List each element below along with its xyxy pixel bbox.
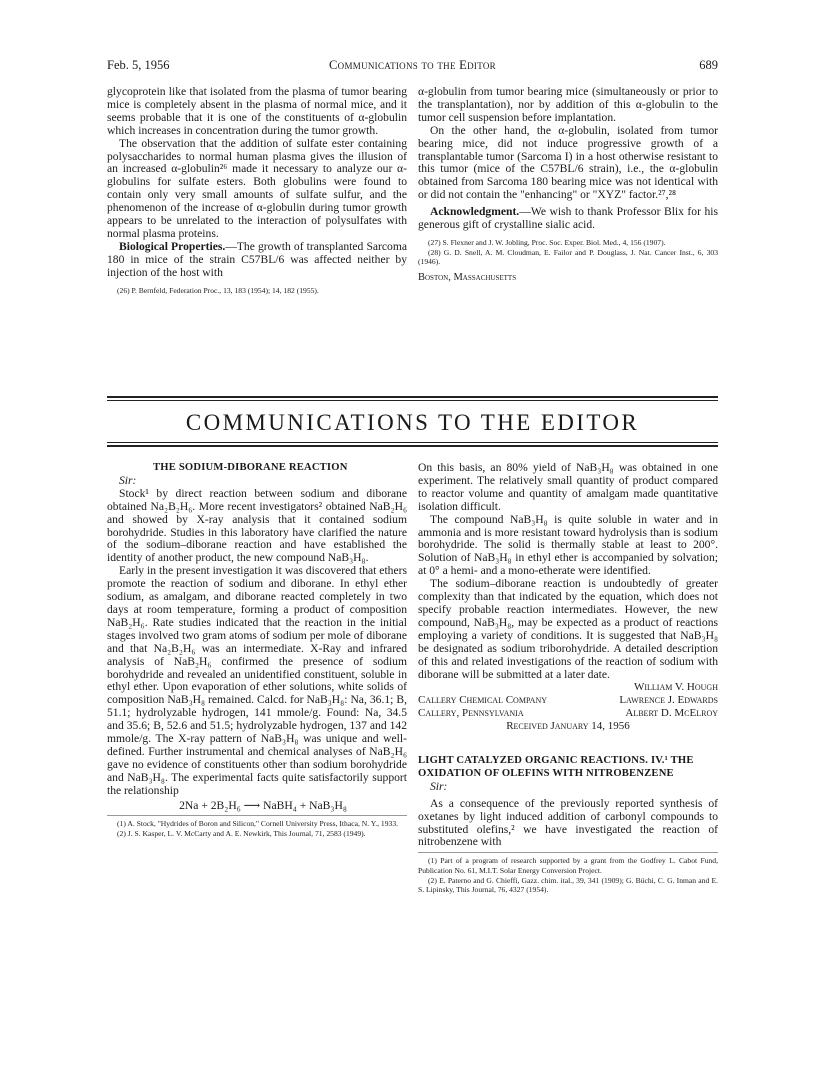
salutation: Sir:: [430, 779, 448, 793]
paragraph: On this basis, an 80% yield of NaB₃H₈ was obtained in one experiment. The relatively small quantity of product compared to reactor volume and quantity of amalgam made quantitative isolation difficult.: [418, 461, 718, 513]
paragraph: Stock¹ by direct reaction between sodium and diborane obtained Na₂B₂H₆. More recent investigators² obtained NaB₂H₆ and showed by X-ray analysis that it contained sodium borohydride. Studies in this laboratory have clarified the nature of the sodium–diborane reaction and have established the identity of another product, the new compound NaB₃H₈.: [107, 486, 407, 565]
paragraph-text: —We wish to thank Professor Blix for his generous gift of crystalline sialic acid.: [418, 205, 718, 232]
paragraph-text: —The growth of transplanted Sarcoma 180 in mice of the strain C57BL/6 was affected neither by injection of the host with: [107, 239, 407, 279]
article-title: LIGHT CATALYZED ORGANIC REACTIONS. IV.¹ THE OXIDATION OF OLEFINS WITH NITROBENZENE: [418, 755, 694, 779]
received-date: Received January 14, 1956: [506, 720, 630, 733]
paragraph-acknowledgment: [418, 206, 718, 232]
author-affiliation: Callery, Pennsylvania: [418, 707, 524, 720]
paragraph: The observation that the addition of sulfate ester containing polysaccharides to normal human plasma gives the illusion of an increased α-globulin²⁶ made it necessary to analyze our α-globulins for sulfate esters. Both globulins were found to contain only very small amounts of sulfate sulfur, and the phenomenon of the increase of α-globulin during tumor growth appears to be unrelated to the interaction of polysulfates with normal plasma proteins.: [107, 136, 407, 240]
footnotes: [418, 856, 718, 894]
footnote-2: (2) J. S. Kasper, L. V. McCarty and A. E. Newkirk, This Journal, 71, 2583 (1949).: [117, 829, 366, 839]
paragraph: As a consequence of the previously reported synthesis of oxetanes by light induced addition of carbonyl compounds to substituted olefins,² we have investigated the reaction of nitrobenzene with: [418, 796, 718, 849]
banner-rule-top: [107, 396, 718, 398]
header-section-title: Communications to the Editor: [329, 58, 496, 72]
section-run-in-head: Biological Properties.: [119, 239, 226, 253]
salutation: Sir:: [119, 473, 137, 487]
footnote-1: (1) A. Stock, "Hydrides of Boron and Silicon," Cornell University Press, Ithaca, N. Y., 1933.: [117, 819, 399, 829]
footnotes: [107, 286, 407, 296]
paragraph: glycoprotein like that isolated from the plasma of tumor bearing mice is completely absent in the plasma of normal mice, and it seems probable that it is one of the constituents of α-globulin which increases in concentration during the tumor growth.: [107, 85, 407, 137]
footnotes: [107, 819, 407, 838]
article-title: THE SODIUM-DIBORANE REACTION: [153, 462, 348, 473]
reaction-equation: 2Na + 2B₂H₆ ⟶ NaBH₄ + NaB₃H₈: [179, 798, 347, 812]
author-name: Lawrence J. Edwards: [619, 694, 718, 707]
author-name: Albert D. McElroy: [625, 707, 718, 720]
author-affiliation: Callery Chemical Company: [418, 694, 547, 707]
signature-line: [418, 707, 718, 720]
header-date: Feb. 5, 1956: [107, 58, 170, 72]
banner-rule-bottom-inner: [107, 442, 718, 443]
footnote-1: (1) Part of a program of research supported by a grant from the Godfrey L. Cabot Fund, Publication No. 61, M.I.T. Solar Energy Conversion Project.: [418, 856, 718, 875]
signature-line: [418, 694, 718, 707]
section-banner: COMMUNICATIONS TO THE EDITOR: [185, 410, 640, 435]
footnote-2: (2) E. Paterno and G. Chieffi, Gazz. chim. ital., 39, 341 (1909); G. Büchi, C. G. Inman and E. S. Lipinsky, This Journal, 76, 4327 (1954).: [418, 875, 718, 895]
footnote-rule: [107, 815, 407, 816]
paragraph: α-globulin from tumor bearing mice (simultaneously or prior to the transplantation), nor by addition of this α-globulin to the tumor cell suspension before implantation.: [418, 85, 718, 124]
paragraph: The sodium–diborane reaction is undoubtedly of greater complexity than that indicated by the equation, which does not specify probable reaction intermediates. However, the new compound, NaB₃H₈, may be expected as a product of reactions employing a variety of conditions. It is suggested that NaB₃H₈ be designated as sodium triborohydride. A detailed description of this and related investigations of the reaction of sodium with diborane will be submitted at a later date.: [418, 577, 718, 681]
acknowledgment-head: Acknowledgment.: [430, 205, 520, 219]
footnote-27: (27) S. Flexner and J. W. Jobling, Proc. Soc. Exper. Biol. Med., 4, 156 (1907).: [428, 237, 666, 247]
footnote-rule: [418, 852, 718, 853]
paragraph: Early in the present investigation it was discovered that ethers promote the reaction of sodium and diborane. In ethyl ether sodium, as amalgam, and diborane reacted completely in two days at room temperature, forming a product of composition NaB₂H₆. Rate studies indicated that the reaction in the initial stages involved two gram atoms of sodium per mole of diborane and that Na₂B₂H₆ was an intermediate. X-Ray and infrared analysis of NaB₂H₆ confirmed the presence of sodium borohydride and revealed an unidentified constituent, soluble in ethyl ether. Upon evaporation of ether solutions, white solids of composition NaB₃H₈ remained. Calcd. for NaB₃H₈: Na, 36.1; B, 51.1; hydrolyzable hydrogen, 141 mmole/g. Found: Na, 34.5 and 35.6; B, 52.6 and 51.5; hydrolyzable hydrogen, 137 and 142 mmole/g. The X-ray pattern of NaB₃H₈ was unique and well-defined. Further instrumental and chemical analyses of NaB₂H₆ gave no evidence of constituents other than sodium borohydride and NaB₃H₈. The experimental facts quite satisfactorily support the relationship: [107, 564, 407, 797]
article-right-column: [418, 462, 718, 895]
running-header: [107, 58, 718, 74]
footnotes: [418, 238, 718, 267]
paragraph: The compound NaB₃H₈ is quite soluble in water and in ammonia and is more resistant toward hydrolysis than is sodium borohydride. The solid is thermally stable at least to 200°. Solution of NaB₃H₈ in ethyl ether is accompanied by solvation; at 0° a hemi- and a mono-etherate were identified.: [418, 512, 718, 578]
column-top-right: [418, 86, 718, 285]
paragraph-biological-properties: [107, 241, 407, 280]
author-location: Boston, Massachusetts: [418, 271, 517, 283]
banner-rule-top-inner: [107, 400, 718, 401]
article-sodium-diborane-left: [107, 462, 407, 839]
column-top-left: [107, 86, 407, 295]
author-name: William V. Hough: [633, 681, 718, 694]
footnote-26: (26) P. Bernfeld, Federation Proc., 13, 183 (1954); 14, 182 (1955).: [117, 285, 319, 295]
page-number: 689: [699, 58, 718, 72]
banner-rule-bottom: [107, 445, 718, 447]
footnote-28: (28) G. D. Snell, A. M. Cloudman, E. Failor and P. Douglass, J. Nat. Cancer Inst., 6, 303 (1946).: [418, 247, 718, 267]
paragraph: On the other hand, the α-globulin, isolated from tumor bearing mice, did not induce progressive growth of a transplantable tumor (Sarcoma I) in a host otherwise resistant to this tumor (mice of the C57BL/6 strain), i.e., the α-globulin obtained from Sarcoma 180 bearing mice was not identical with or did not contain the "enhancing" or "XYZ" factor.²⁷,²⁸: [418, 123, 718, 202]
